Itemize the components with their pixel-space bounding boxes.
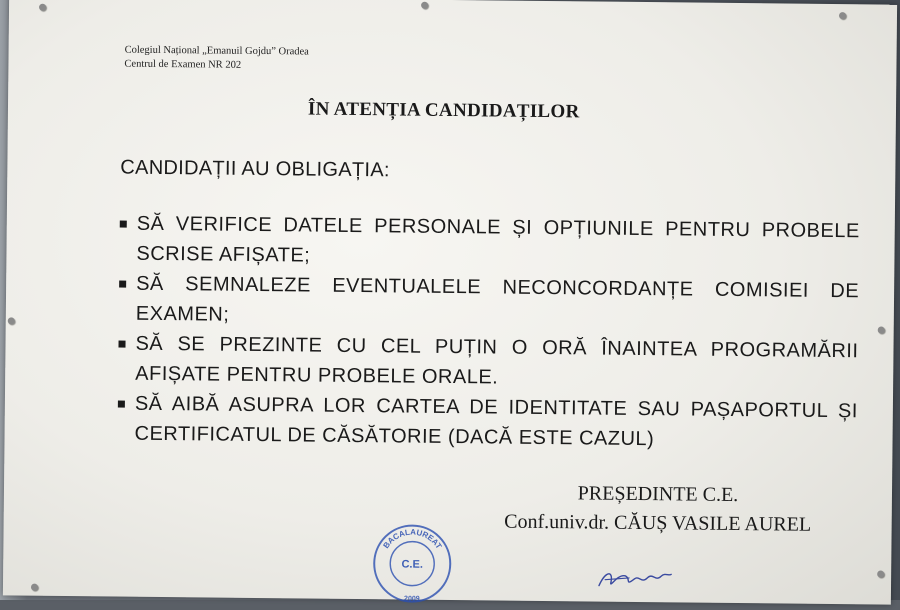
institution-header — [124, 44, 309, 74]
bullet-icon — [119, 281, 126, 288]
obligation-text: SĂ SEMNALEZE EVENTUALELE NECONCORDANȚE COMISIEI DE EXAMEN; — [135, 272, 860, 326]
signature-block — [448, 478, 869, 540]
pin-icon — [877, 570, 884, 577]
exam-notice-sheet — [3, 0, 897, 605]
bullet-icon — [118, 341, 125, 348]
obligation-item — [114, 268, 860, 336]
obligation-item — [112, 388, 858, 456]
obligation-text: SĂ SE PREZINTE CU CEL PUȚIN O ORĂ ÎNAINTEA PROGRAMĂRII AFIȘATE PENTRU PROBELE ORALE. — [135, 332, 859, 389]
pin-icon — [39, 4, 46, 11]
stamp-ring-text: BACALAUREAT — [381, 527, 444, 551]
pin-icon — [839, 12, 846, 19]
obligations-intro: CANDIDAȚII AU OBLIGAȚIA: — [120, 156, 390, 182]
handwritten-signature — [595, 564, 675, 595]
obligation-text: SĂ AIBĂ ASUPRA LOR CARTEA DE IDENTITATE SAU PAȘAPORTUL ȘI CERTIFICATUL DE CĂSĂTORIE (DACĂ ESTE CAZUL) — [134, 392, 858, 451]
exam-center-number: Centrul de Examen NR 202 — [124, 58, 242, 71]
notice-title: ÎN ATENȚIA CANDIDAȚILOR — [307, 98, 580, 123]
pin-icon — [8, 317, 15, 324]
stamp-year: 2009 — [404, 595, 420, 603]
signatory-role: PREȘEDINTE C.E. — [577, 482, 739, 507]
bullet-icon — [120, 221, 127, 228]
svg-text:BACALAUREAT — [381, 527, 443, 550]
official-stamp — [371, 522, 454, 605]
pin-icon — [31, 584, 38, 591]
obligation-text: SĂ VERIFICE DATELE PERSONALE ȘI OPȚIUNILE PENTRU PROBELE SCRISE AFIȘATE; — [136, 212, 860, 267]
pin-icon — [878, 326, 885, 333]
obligations-list — [112, 208, 859, 456]
pin-icon — [421, 2, 428, 9]
institution-name: Colegiul Național „Emanuil Gojdu” Oradea — [124, 44, 309, 58]
bullet-icon — [118, 401, 125, 408]
stamp-center-text: C.E. — [401, 558, 423, 571]
obligation-item — [114, 208, 860, 276]
signatory-name: Conf.univ.dr. CĂUȘ VASILE AUREL — [504, 510, 812, 536]
obligation-item — [113, 328, 859, 396]
